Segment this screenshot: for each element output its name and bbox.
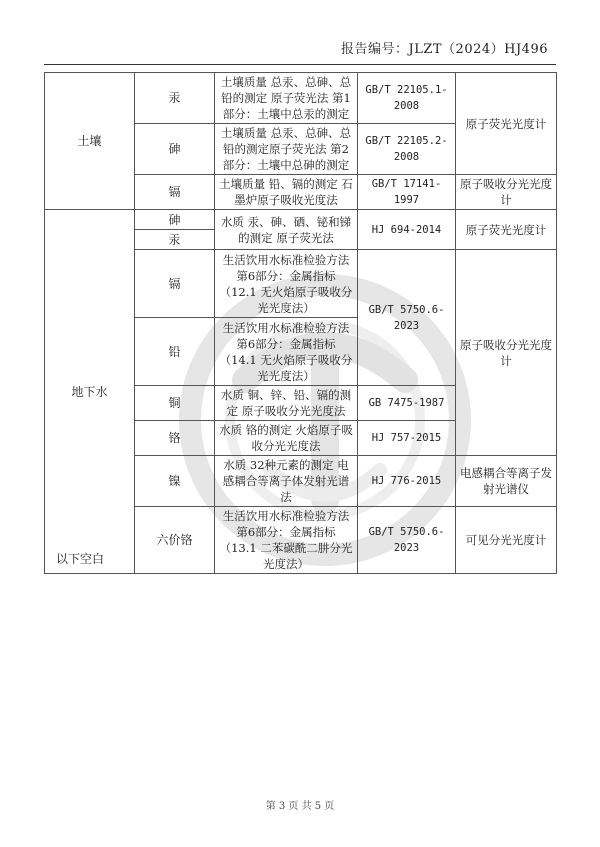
instrument-gw-vis: 可见分光光度计 (456, 507, 557, 574)
table-row (45, 210, 557, 230)
instrument-gw-aas: 原子吸收分光光度计 (456, 250, 557, 456)
standard-gw-cu: GB 7475-1987 (358, 386, 456, 421)
method-gw-cd: 生活饮用水标准检验方法 第6部分：金属指标（12.1 无火焰原子吸收分光光度法） (215, 250, 358, 318)
instrument-soil-cd: 原子吸收分光光度计 (456, 175, 557, 210)
blank-below-note: 以下空白 (56, 552, 105, 566)
method-gw-cr6: 生活饮用水标准检验方法 第6部分：金属指标（13.1 二苯碳酰二肼分光光度法） (215, 507, 358, 574)
standard-gw-ni: HJ 776-2015 (358, 456, 456, 507)
method-gw-cr: 水质 铬的测定 火焰原子吸收分光光度法 (215, 421, 358, 456)
standard-soil-hg: GB/T 22105.1-2008 (358, 73, 456, 124)
method-gw-ni: 水质 32种元素的测定 电感耦合等离子体发射光谱法 (215, 456, 358, 507)
standard-gw-cr: HJ 757-2015 (358, 421, 456, 456)
item-gw-cr: 铬 (135, 421, 215, 456)
item-gw-cd: 镉 (135, 250, 215, 318)
item-gw-ni: 镍 (135, 456, 215, 507)
instrument-gw-icp: 电感耦合等离子发射光谱仪 (456, 456, 557, 507)
category-soil: 土壤 (45, 73, 135, 210)
method-gw-as-hg: 水质 汞、砷、硒、铋和锑的测定 原子荧光法 (215, 210, 358, 250)
standard-gw-cd-pb: GB/T 5750.6-2023 (358, 250, 456, 386)
test-methods-table (44, 72, 557, 574)
item-gw-pb: 铅 (135, 318, 215, 386)
instrument-soil-afs: 原子荧光光度计 (456, 73, 557, 175)
category-groundwater: 地下水 (45, 210, 135, 574)
page-number: 第 3 页 共 5 页 (265, 801, 335, 812)
instrument-gw-afs: 原子荧光光度计 (456, 210, 557, 250)
method-soil-hg: 土壤质量 总汞、总砷、总铅的测定 原子荧光法 第1部分：土壤中总汞的测定 (215, 73, 358, 124)
item-soil-hg: 汞 (135, 73, 215, 124)
standard-gw-cr6: GB/T 5750.6-2023 (358, 507, 456, 574)
item-gw-cu: 铜 (135, 386, 215, 421)
standard-soil-cd: GB/T 17141-1997 (358, 175, 456, 210)
method-soil-cd: 土壤质量 铅、镉的测定 石墨炉原子吸收光度法 (215, 175, 358, 210)
item-gw-as: 砷 (135, 210, 215, 230)
method-soil-as: 土壤质量 总汞、总砷、总铅的测定原子荧光法 第2部分：土壤中总砷的测定 (215, 124, 358, 175)
method-gw-pb: 生活饮用水标准检验方法 第6部分：金属指标（14.1 无火焰原子吸收分光光度法） (215, 318, 358, 386)
item-gw-cr6: 六价铬 (135, 507, 215, 574)
item-gw-hg: 汞 (135, 230, 215, 250)
item-soil-cd: 镉 (135, 175, 215, 210)
report-number: 报告编号：JLZT（2024）HJ496 (341, 42, 548, 57)
header-rule (44, 64, 556, 65)
standard-gw-as-hg: HJ 694-2014 (358, 210, 456, 250)
standard-soil-as: GB/T 22105.2-2008 (358, 124, 456, 175)
table-row (45, 73, 557, 124)
item-soil-as: 砷 (135, 124, 215, 175)
method-gw-cu: 水质 铜、锌、铅、镉的测定 原子吸收分光光度法 (215, 386, 358, 421)
